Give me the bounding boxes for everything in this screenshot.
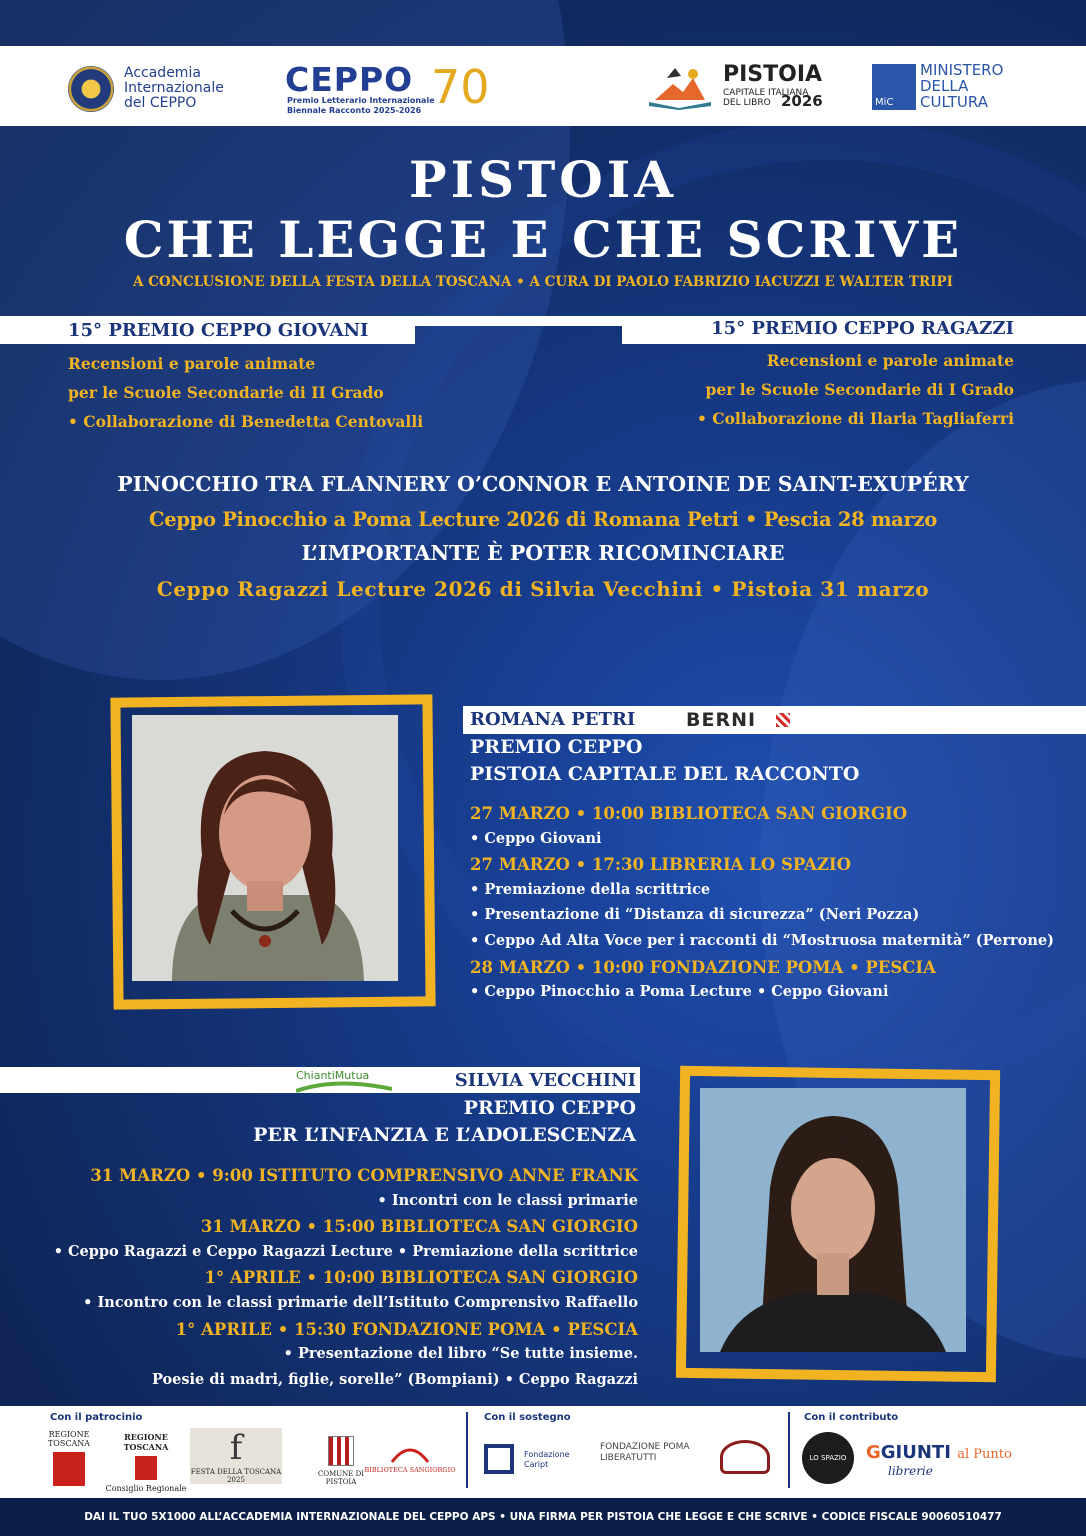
- pistoia-logo-sub: CAPITALE ITALIANA DEL LIBRO: [723, 88, 809, 108]
- petri-premio: PREMIO CEPPO: [470, 736, 643, 758]
- comune-pistoia-logo: COMUNE DI PISTOIA: [316, 1436, 366, 1486]
- accademia-seal-icon: [68, 66, 114, 112]
- ceppo-logo-sub: Premio Letterario Internazionale Biennale Racconto 2025-2026: [287, 96, 435, 115]
- biblioteca-sangiorgio-logo: BIBLIOTECA SANGIORGIO: [364, 1442, 456, 1474]
- premio-ragazzi-title: 15° PREMIO CEPPO RAGAZZI: [711, 318, 1014, 339]
- footer-separator: [466, 1412, 468, 1488]
- festa-toscana-logo: f FESTA DELLA TOSCANA 2025: [190, 1428, 282, 1484]
- schedule-date: 27 MARZO • 17:30 LIBRERIA LO SPAZIO: [470, 855, 852, 875]
- lecture-detail-2: Ceppo Ragazzi Lecture 2026 di Silvia Vecchini • Pistoia 31 marzo: [156, 577, 930, 601]
- sponsor-footer: [0, 1406, 1086, 1498]
- schedule-item: • Ceppo Ragazzi e Ceppo Ragazzi Lecture • Premiazione della scrittrice: [53, 1242, 638, 1260]
- caript-icon: [484, 1444, 514, 1474]
- berni-mark-icon: [776, 713, 790, 727]
- schedule-item: • Ceppo Pinocchio a Poma Lecture • Ceppo Giovani: [470, 983, 889, 1001]
- premio-ragazzi-line: per le Scuole Secondarie di I Grado: [705, 380, 1014, 399]
- premio-giovani-title: 15° PREMIO CEPPO GIOVANI: [68, 320, 369, 341]
- poma-logo: FONDAZIONE POMA LIBERATUTTI: [600, 1442, 690, 1463]
- lo-spazio-logo: LO SPAZIO: [802, 1432, 854, 1484]
- mic-badge: MiC: [875, 97, 894, 108]
- petri-name: ROMANA PETRI: [470, 709, 636, 730]
- vecchini-premio-sub: PER L’INFANZIA E L’ADOLESCENZA: [253, 1124, 636, 1146]
- chiantimutua-swoosh-icon: [296, 1079, 392, 1093]
- footer-patrocinio-label: Con il patrocinio: [50, 1412, 143, 1423]
- pistoia-logo-year: 2026: [781, 92, 823, 110]
- schedule-date: 27 MARZO • 10:00 BIBLIOTECA SAN GIORGIO: [470, 804, 908, 823]
- footer-contributo-label: Con il contributo: [804, 1412, 899, 1423]
- schedule-date: 1° APRILE • 10:00 BIBLIOTECA SAN GIORGIO: [204, 1268, 638, 1288]
- pistoia-book-icon: [645, 64, 715, 110]
- premio-ragazzi-line: • Collaborazione di Ilaria Tagliaferri: [696, 409, 1014, 428]
- ministero-icon: [872, 64, 916, 110]
- schedule-item: • Ceppo Ad Alta Voce per i racconti di “Mostruosa maternità” (Perrone): [470, 932, 1054, 949]
- logo-bar: [0, 46, 1086, 126]
- footer-sostegno-label: Con il sostegno: [484, 1412, 571, 1423]
- chiantimutua-logo: ChiantiMutua: [296, 1069, 370, 1082]
- petri-premio-sub: PISTOIA CAPITALE DEL RACCONTO: [470, 763, 860, 785]
- vecchini-photo: [700, 1088, 966, 1352]
- regione-toscana-logo: REGIONE TOSCANA: [44, 1430, 94, 1486]
- main-subtitle: A CONCLUSIONE DELLA FESTA DELLA TOSCANA • A CURA DI PAOLO FABRIZIO IACUZZI E WALTER TRIPI: [133, 274, 953, 290]
- schedule-date: 28 MARZO • 10:00 FONDAZIONE POMA • PESCIA: [470, 957, 936, 977]
- premio-giovani-line: • Collaborazione di Benedetta Centovalli: [68, 412, 424, 431]
- ceppo-logo-number: 70: [431, 60, 490, 114]
- main-title-line1: PISTOIA: [408, 150, 678, 209]
- schedule-item: • Presentazione del libro “Se tutte insieme.: [283, 1345, 638, 1363]
- schedule-item: • Incontro con le classi primarie dell’Istituto Comprensivo Raffaello: [83, 1294, 638, 1311]
- giunti-logo: GGIUNTI al Punto: [866, 1442, 1012, 1463]
- pistoia-logo-title: PISTOIA: [723, 62, 823, 87]
- premio-giovani-line: per le Scuole Secondarie di II Grado: [68, 383, 384, 402]
- premio-giovani-line: Recensioni e parole animate: [68, 354, 316, 373]
- bottom-strip: DAI IL TUO 5X1000 ALL’ACCADEMIA INTERNAZIONALE DEL CEPPO APS • UNA FIRMA PER PISTOIA CHE LEGGE E CHE SCRIVE • CODICE FISCALE 90060510477: [0, 1498, 1086, 1536]
- vecchini-premio: PREMIO CEPPO: [463, 1097, 636, 1119]
- schedule-date: 31 MARZO • 15:00 BIBLIOTECA SAN GIORGIO: [200, 1217, 638, 1237]
- biblioteca-wave-icon: [390, 1442, 430, 1464]
- ceppo-logo-word: CEPPO: [285, 60, 414, 99]
- accademia-logo: Accademia Internazionale del CEPPO: [124, 65, 224, 111]
- lecture-detail-1: Ceppo Pinocchio a Poma Lecture 2026 di Romana Petri • Pescia 28 marzo: [149, 508, 937, 531]
- schedule-item: • Ceppo Giovani: [470, 829, 602, 847]
- caript-logo: Fondazione Caript: [524, 1450, 570, 1469]
- main-title-line2: CHE LEGGE E CHE SCRIVE: [123, 210, 963, 269]
- schedule-item: • Presentazione di “Distanza di sicurezza” (Neri Pozza): [470, 906, 920, 924]
- berni-logo: BERNI: [686, 709, 757, 731]
- comune-crest-icon: [328, 1436, 354, 1466]
- unit-logo-icon: [720, 1440, 770, 1474]
- pegasus-icon: [53, 1452, 85, 1486]
- schedule-item: Poesie di madri, figlie, sorelle” (Bompiani) • Ceppo Ragazzi: [151, 1370, 638, 1388]
- consiglio-regionale-logo: REGIONE TOSCANA Consiglio Regionale: [105, 1432, 187, 1493]
- petri-photo: [132, 715, 398, 981]
- schedule-item: • Incontri con le classi primarie: [377, 1191, 638, 1209]
- pegasus-icon: [135, 1456, 157, 1480]
- schedule-date: 31 MARZO • 9:00 ISTITUTO COMPRENSIVO ANNE FRANK: [90, 1166, 638, 1185]
- schedule-date: 1° APRILE • 15:30 FONDAZIONE POMA • PESCIA: [175, 1319, 638, 1339]
- lecture-title-1: PINOCCHIO TRA FLANNERY O’CONNOR E ANTOINE DE SAINT-EXUPÉRY: [117, 472, 969, 496]
- vecchini-name: SILVIA VECCHINI: [454, 1070, 636, 1091]
- lecture-title-2: L’IMPORTANTE È POTER RICOMINCIARE: [301, 541, 785, 565]
- schedule-item: • Premiazione della scrittrice: [470, 880, 711, 898]
- giunti-librerie-label: librerie: [888, 1464, 933, 1478]
- premio-ragazzi-line: Recensioni e parole animate: [766, 351, 1014, 370]
- premio-bar-joint: [415, 316, 622, 326]
- ministero-logo: MINISTERO DELLA CULTURA: [920, 61, 1004, 111]
- footer-separator: [788, 1412, 790, 1488]
